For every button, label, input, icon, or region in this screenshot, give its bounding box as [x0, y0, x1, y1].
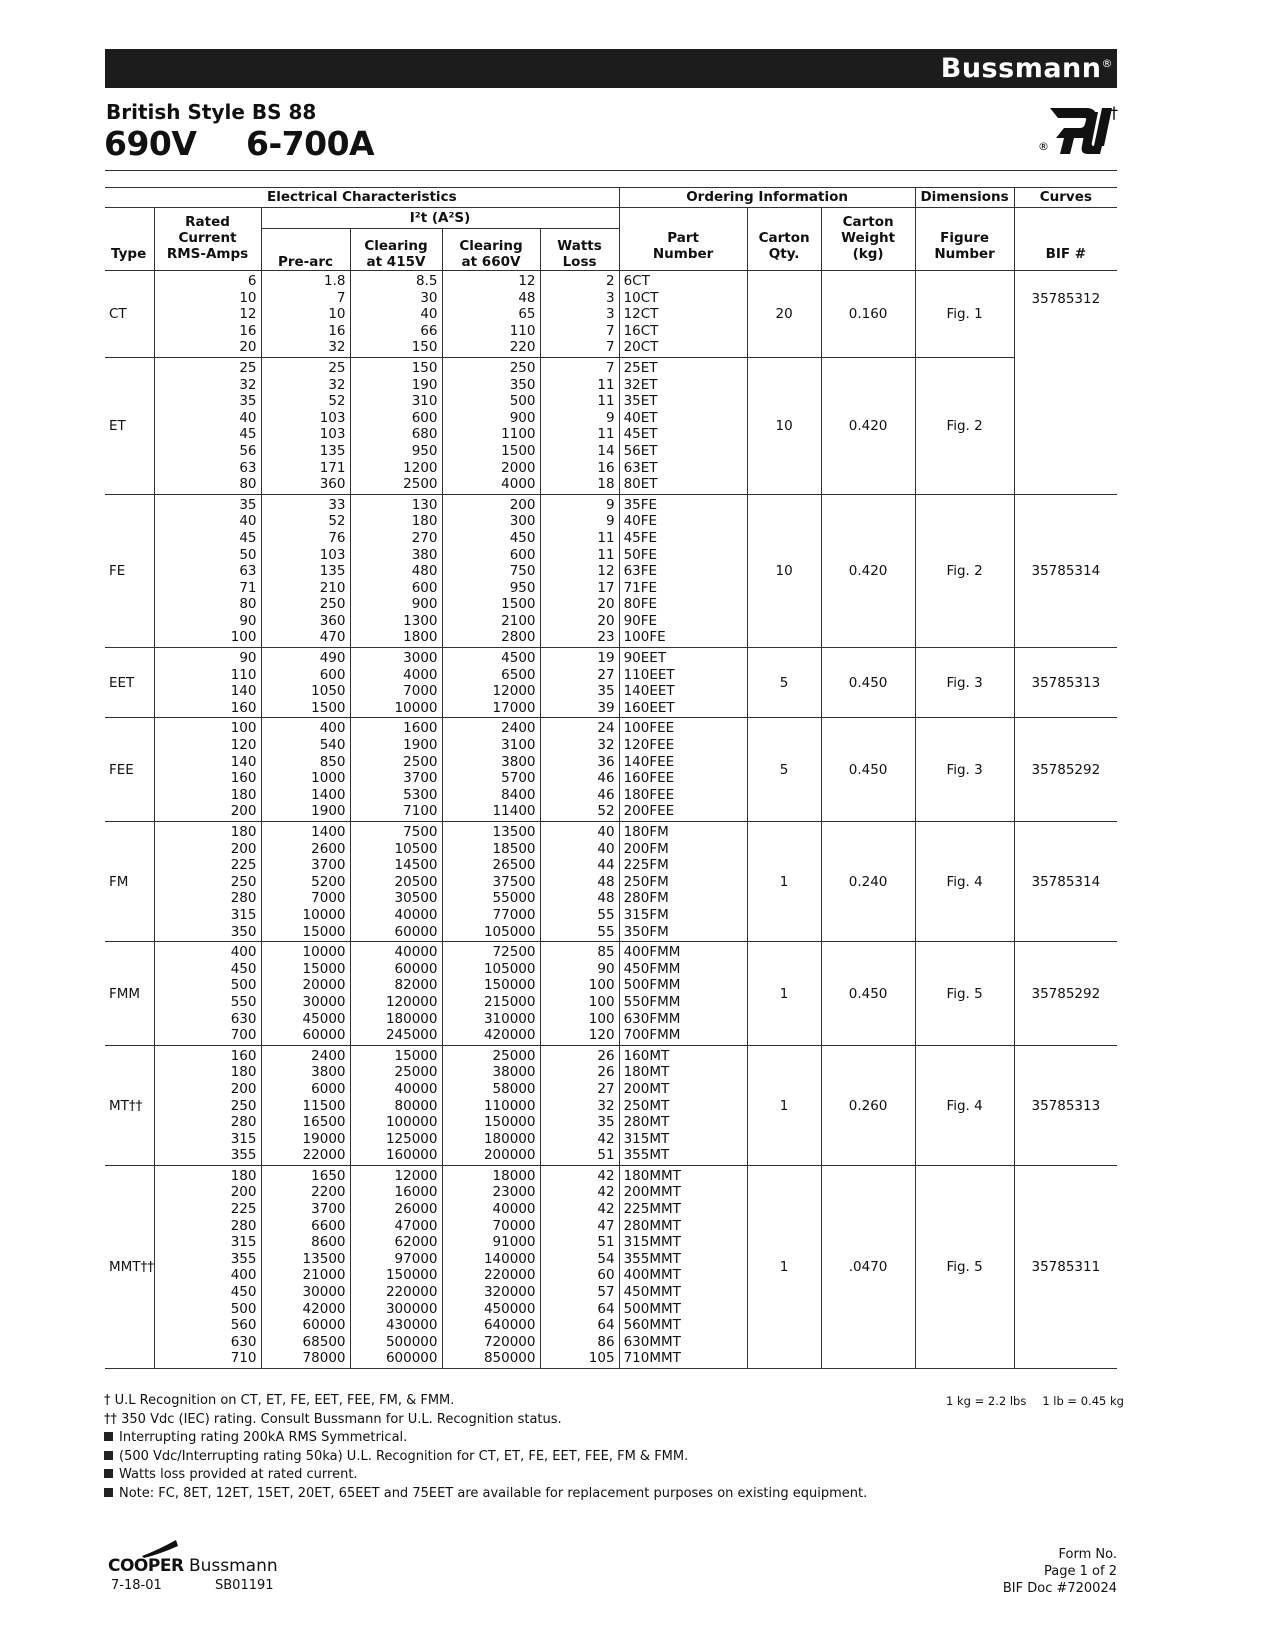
cell-carton-weight: 0.240 [821, 822, 915, 942]
cell-watts: 85 90 100 100 100 120 [540, 942, 619, 1046]
product-subtitle: British Style BS 88 [106, 100, 317, 124]
cell-type: CT [105, 271, 154, 358]
cell-watts: 24 32 36 46 46 52 [540, 718, 619, 822]
footnote-double-dagger: †† 350 Vdc (IEC) rating. Consult Bussmann for U.L. Recognition status. [104, 1411, 562, 1427]
cell-prearc: 25 32 52 103 103 135 171 360 [261, 357, 350, 494]
footnote-dagger: † U.L Recognition on CT, ET, FE, EET, FEE, FM, & FMM. [104, 1393, 455, 1408]
group-header-electrical: Electrical Characteristics [105, 188, 619, 208]
cell-type: FE [105, 494, 154, 647]
cell-prearc: 1400 2600 3700 5200 7000 10000 15000 [261, 822, 350, 942]
cell-part-number: 90EET 110EET 140EET 160EET [619, 648, 747, 718]
cell-part-number: 6CT 10CT 12CT 16CT 20CT [619, 271, 747, 358]
header-bar [105, 49, 1117, 88]
cell-figure: Fig. 4 [915, 822, 1014, 942]
cell-clearing-415: 150 190 310 600 680 950 1200 2500 [350, 357, 442, 494]
cell-rated: 100 120 140 160 180 200 [154, 718, 261, 822]
cell-rated: 180 200 225 250 280 315 350 [154, 822, 261, 942]
col-header-clearing-415: Clearing at 415V [350, 229, 442, 271]
cell-bif: 35785311 [1014, 1165, 1117, 1368]
cooper-swoosh-icon [140, 1538, 180, 1558]
cell-figure: Fig. 3 [915, 718, 1014, 822]
cell-watts: 2 3 3 7 7 [540, 271, 619, 358]
cell-carton-qty: 5 [747, 718, 821, 822]
col-header-prearc: Pre-arc [261, 229, 350, 271]
cell-clearing-660: 12 48 65 110 220 [442, 271, 540, 358]
cell-figure: Fig. 3 [915, 648, 1014, 718]
col-header-qty: Carton Qty. [747, 208, 821, 271]
cell-carton-weight: 0.450 [821, 648, 915, 718]
ul-recognition-logo [1038, 104, 1120, 156]
cell-watts: 42 42 42 47 51 54 60 57 64 64 86 105 [540, 1165, 619, 1368]
svg-text:®: ® [1038, 140, 1049, 153]
amperage-rating: 6-700A [246, 124, 375, 163]
cell-part-number: 180MMT 200MMT 225MMT 280MMT 315MMT 355MMT 400MMT 450MMT 500MMT 560MMT 630MMT 710MMT [619, 1165, 747, 1368]
cell-type: EET [105, 648, 154, 718]
specifications-table [105, 187, 1117, 1369]
cell-clearing-415: 7500 10500 14500 20500 30500 40000 60000 [350, 822, 442, 942]
cell-bif-shared: 35785312 [1014, 271, 1117, 495]
group-header-curves: Curves [1014, 188, 1117, 208]
cell-prearc: 2400 3800 6000 11500 16500 19000 22000 [261, 1045, 350, 1165]
cell-figure: Fig. 5 [915, 1165, 1014, 1368]
cell-watts: 26 26 27 32 35 42 51 [540, 1045, 619, 1165]
cell-clearing-660: 72500 105000 150000 215000 310000 420000 [442, 942, 540, 1046]
col-header-part: Part Number [619, 208, 747, 271]
specifications-body [105, 271, 1117, 1369]
bullet-square-icon [104, 1432, 113, 1441]
cell-clearing-660: 250 350 500 900 1100 1500 2000 4000 [442, 357, 540, 494]
table-row [105, 1045, 1117, 1165]
col-header-i2t: I²t (A²S) [261, 208, 619, 229]
cell-carton-qty: 10 [747, 494, 821, 647]
cell-prearc: 400 540 850 1000 1400 1900 [261, 718, 350, 822]
cell-bif: 35785292 [1014, 942, 1117, 1046]
cell-type: FMM [105, 942, 154, 1046]
cell-carton-weight: 0.450 [821, 942, 915, 1046]
cell-type: MMT†† [105, 1165, 154, 1368]
table-row [105, 822, 1117, 942]
cell-watts: 40 40 44 48 48 55 55 [540, 822, 619, 942]
cell-clearing-660: 200 300 450 600 750 950 1500 2100 2800 [442, 494, 540, 647]
bullet-square-icon [104, 1451, 113, 1460]
col-header-clearing-660: Clearing at 660V [442, 229, 540, 271]
cell-type: FEE [105, 718, 154, 822]
cell-carton-qty: 5 [747, 648, 821, 718]
cell-watts: 9 9 11 11 12 17 20 20 23 [540, 494, 619, 647]
bullet-square-icon [104, 1488, 113, 1497]
cell-bif: 35785292 [1014, 718, 1117, 822]
cell-bif: 35785313 [1014, 648, 1117, 718]
cell-part-number: 100FEE 120FEE 140FEE 160FEE 180FEE 200FEE [619, 718, 747, 822]
cell-rated: 400 450 500 550 630 700 [154, 942, 261, 1046]
cell-carton-weight: 0.450 [821, 718, 915, 822]
footnote-interrupting: Interrupting rating 200kA RMS Symmetrical. [104, 1429, 867, 1448]
cell-figure: Fig. 2 [915, 357, 1014, 494]
table-row [105, 357, 1117, 494]
cell-carton-qty: 1 [747, 822, 821, 942]
table-row [105, 271, 1117, 358]
col-header-figure: Figure Number [915, 208, 1014, 271]
cell-type: ET [105, 357, 154, 494]
cell-carton-qty: 10 [747, 357, 821, 494]
cell-clearing-415: 15000 25000 40000 80000 100000 125000 160000 [350, 1045, 442, 1165]
cell-figure: Fig. 2 [915, 494, 1014, 647]
cell-bif: 35785313 [1014, 1045, 1117, 1165]
cell-clearing-415: 130 180 270 380 480 600 900 1300 1800 [350, 494, 442, 647]
cell-part-number: 25ET 32ET 35ET 40ET 45ET 56ET 63ET 80ET [619, 357, 747, 494]
col-header-weight: Carton Weight (kg) [821, 208, 915, 271]
document-date: 7-18-01 [111, 1578, 162, 1593]
cooper-bussmann-logo: COOPER Bussmann [108, 1538, 288, 1578]
document-code: SB01191 [215, 1578, 274, 1593]
voltage-rating: 690V [104, 124, 197, 163]
table-row [105, 648, 1117, 718]
cell-clearing-660: 4500 6500 12000 17000 [442, 648, 540, 718]
cell-bif: 35785314 [1014, 494, 1117, 647]
cell-part-number: 35FE 40FE 45FE 50FE 63FE 71FE 80FE 90FE 100FE [619, 494, 747, 647]
col-header-bif: BIF # [1014, 208, 1117, 271]
cell-clearing-660: 13500 18500 26500 37500 55000 77000 105000 [442, 822, 540, 942]
cell-carton-weight: 0.420 [821, 357, 915, 494]
product-rating [104, 124, 375, 163]
cell-rated: 35 40 45 50 63 71 80 90 100 [154, 494, 261, 647]
cell-rated: 160 180 200 250 280 315 355 [154, 1045, 261, 1165]
cell-carton-weight: .0470 [821, 1165, 915, 1368]
cell-figure: Fig. 1 [915, 271, 1014, 358]
cell-watts: 7 11 11 9 11 14 16 18 [540, 357, 619, 494]
cell-type: MT†† [105, 1045, 154, 1165]
cell-carton-qty: 20 [747, 271, 821, 358]
table-row [105, 1165, 1117, 1368]
brand-name: Bussmann® [940, 53, 1113, 84]
cell-prearc: 33 52 76 103 135 210 250 360 470 [261, 494, 350, 647]
cell-rated: 6 10 12 16 20 [154, 271, 261, 358]
footnote-watts: Watts loss provided at rated current. [104, 1466, 867, 1485]
footnote-replacement: Note: FC, 8ET, 12ET, 15ET, 20ET, 65EET and 75EET are available for replacement purposes on existing equipment. [104, 1485, 867, 1504]
cell-clearing-660: 18000 23000 40000 70000 91000 140000 220000 320000 450000 640000 720000 850000 [442, 1165, 540, 1368]
cell-type: FM [105, 822, 154, 942]
cell-carton-weight: 0.420 [821, 494, 915, 647]
col-header-type: Type [105, 208, 154, 271]
col-header-watts: Watts Loss [540, 229, 619, 271]
title-divider [105, 170, 1117, 171]
cell-rated: 180 200 225 280 315 355 400 450 500 560 630 710 [154, 1165, 261, 1368]
table-row [105, 942, 1117, 1046]
cell-prearc: 10000 15000 20000 30000 45000 60000 [261, 942, 350, 1046]
cell-rated: 90 110 140 160 [154, 648, 261, 718]
cell-clearing-415: 1600 1900 2500 3700 5300 7100 [350, 718, 442, 822]
cell-clearing-415: 3000 4000 7000 10000 [350, 648, 442, 718]
cell-clearing-415: 40000 60000 82000 120000 180000 245000 [350, 942, 442, 1046]
cell-clearing-415: 12000 16000 26000 47000 62000 97000 150000 220000 300000 430000 500000 600000 [350, 1165, 442, 1368]
cell-figure: Fig. 4 [915, 1045, 1014, 1165]
col-header-rated: Rated Current RMS-Amps [154, 208, 261, 271]
bullet-square-icon [104, 1469, 113, 1478]
cell-part-number: 400FMM 450FMM 500FMM 550FMM 630FMM 700FMM [619, 942, 747, 1046]
cell-rated: 25 32 35 40 45 56 63 80 [154, 357, 261, 494]
table-row [105, 494, 1117, 647]
footnotes [104, 1392, 867, 1503]
footnote-dc-rating: (500 Vdc/Interrupting rating 50ka) U.L. Recognition for CT, ET, FE, EET, FEE, FM & FMM. [104, 1448, 867, 1467]
cell-carton-weight: 0.160 [821, 271, 915, 358]
cell-clearing-660: 2400 3100 3800 5700 8400 11400 [442, 718, 540, 822]
group-header-dimensions: Dimensions [915, 188, 1014, 208]
cell-clearing-415: 8.5 30 40 66 150 [350, 271, 442, 358]
cell-carton-weight: 0.260 [821, 1045, 915, 1165]
unit-conversion: 1 kg = 2.2 lbs 1 lb = 0.45 kg [946, 1394, 1124, 1408]
cell-carton-qty: 1 [747, 942, 821, 1046]
cell-figure: Fig. 5 [915, 942, 1014, 1046]
cell-watts: 19 27 35 39 [540, 648, 619, 718]
cell-prearc: 490 600 1050 1500 [261, 648, 350, 718]
cell-carton-qty: 1 [747, 1165, 821, 1368]
svg-text:†: † [1110, 104, 1118, 122]
table-row [105, 718, 1117, 822]
cell-prearc: 1650 2200 3700 6600 8600 13500 21000 30000 42000 60000 68500 78000 [261, 1165, 350, 1368]
group-header-ordering: Ordering Information [619, 188, 915, 208]
cell-carton-qty: 1 [747, 1045, 821, 1165]
cell-part-number: 160MT 180MT 200MT 250MT 280MT 315MT 355MT [619, 1045, 747, 1165]
form-info: Form No. Page 1 of 2 BIF Doc #720024 [1002, 1547, 1117, 1596]
cell-bif: 35785314 [1014, 822, 1117, 942]
cell-part-number: 180FM 200FM 225FM 250FM 280FM 315FM 350FM [619, 822, 747, 942]
cell-prearc: 1.8 7 10 16 32 [261, 271, 350, 358]
cell-clearing-660: 25000 38000 58000 110000 150000 180000 200000 [442, 1045, 540, 1165]
